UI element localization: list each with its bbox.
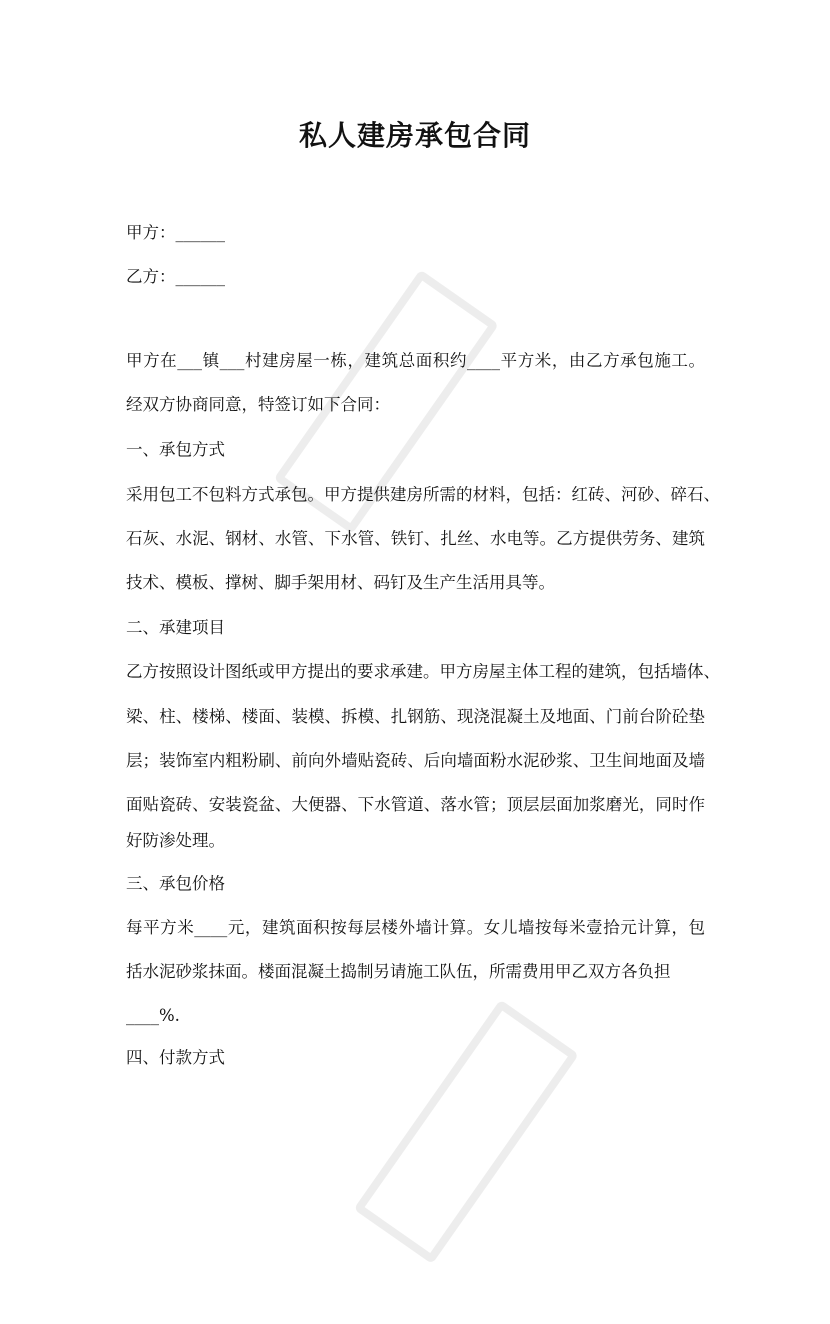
intro-line: 甲方在___镇___村建房屋一栋，建筑总面积约____平方米，由乙方承包施工。 bbox=[126, 351, 705, 370]
paragraph-line: 括水泥砂浆抹面。楼面混凝土捣制另请施工队伍，所需费用甲乙双方各负担 bbox=[126, 962, 671, 981]
section-heading: 三、承包价格 bbox=[126, 874, 225, 893]
intro-line: 经双方协商同意，特签订如下合同： bbox=[126, 395, 390, 414]
paragraph-line: 每平方米____元，建筑面积按每层楼外墙计算。女儿墙按每米壹拾元计算，包 bbox=[126, 918, 705, 937]
paragraph-line: 层；装饰室内粗粉刷、前向外墙贴瓷砖、后向墙面粉水泥砂浆、卫生间地面及墙 bbox=[126, 751, 705, 770]
party-b-line: 乙方：______ bbox=[126, 267, 225, 286]
section-heading: 二、承建项目 bbox=[126, 618, 225, 637]
watermark-logo bbox=[354, 996, 667, 1324]
paragraph-line: 技术、模板、撑树、脚手架用材、码钉及生产生活用具等。 bbox=[126, 573, 555, 592]
paragraph-line: 梁、柱、楼梯、楼面、装模、拆模、扎钢筋、现浇混凝土及地面、门前台阶砼垫 bbox=[126, 707, 705, 726]
section-heading: 四、付款方式 bbox=[126, 1048, 225, 1067]
paragraph-line: 好防渗处理。 bbox=[126, 831, 225, 850]
paragraph-line: ____%. bbox=[126, 1006, 180, 1025]
paragraph-line: 石灰、水泥、钢材、水管、下水管、铁钉、扎丝、水电等。乙方提供劳务、建筑 bbox=[126, 529, 705, 548]
party-a-line: 甲方：______ bbox=[126, 223, 225, 242]
document-title: 私人建房承包合同 bbox=[298, 119, 531, 152]
paragraph-line: 面贴瓷砖、安装瓷盆、大便器、下水管道、落水管；顶层层面加浆磨光，同时作 bbox=[126, 795, 705, 814]
paragraph-line: 乙方按照设计图纸或甲方提出的要求承建。甲方房屋主体工程的建筑，包括墙体、 bbox=[126, 662, 720, 681]
section-heading: 一、承包方式 bbox=[126, 440, 225, 459]
paragraph-line: 采用包工不包料方式承包。甲方提供建房所需的材料，包括：红砖、河砂、碎石、 bbox=[126, 485, 720, 504]
